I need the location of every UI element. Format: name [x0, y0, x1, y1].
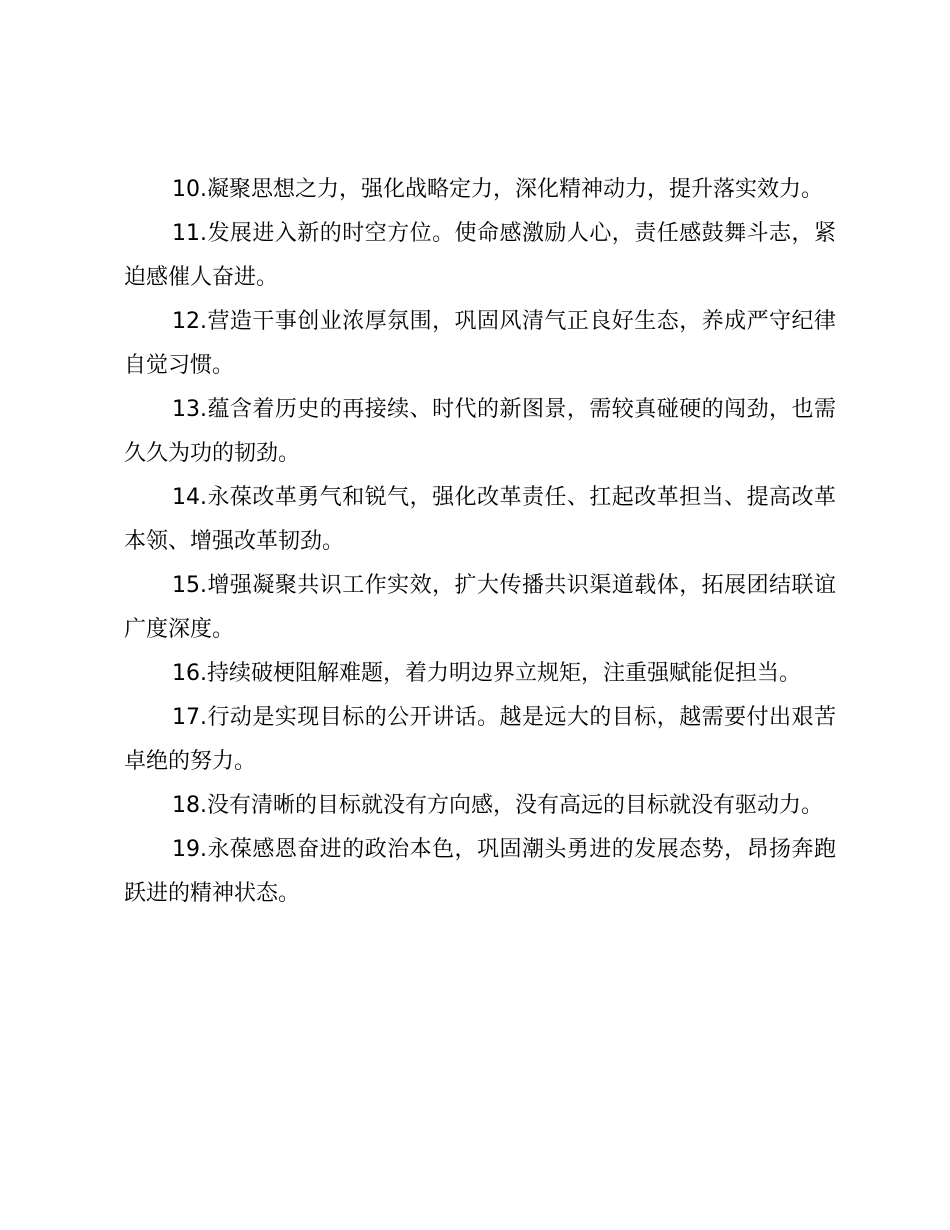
paragraph-13: 13.蕴含着历史的再接续、时代的新图景，需较真碰硬的闯劲，也需久久为功的韧劲。: [124, 397, 836, 466]
paragraph-19: 19.永葆感恩奋进的政治本色，巩固潮头勇进的发展态势，昂扬奔跑跃进的精神状态。: [124, 837, 836, 906]
paragraph-12: 12.营造干事创业浓厚氛围，巩固风清气正良好生态，养成严守纪律自觉习惯。: [124, 309, 836, 378]
paragraph-14: 14.永葆改革勇气和锐气，强化改革责任、扛起改革担当、提高改革本领、增强改革韧劲。: [124, 485, 836, 554]
paragraph-18: 18.没有清晰的目标就没有方向感，没有高远的目标就没有驱动力。: [172, 793, 823, 818]
paragraph-10: 10.凝聚思想之力，强化战略定力，深化精神动力，提升落实效力。: [172, 177, 823, 202]
document-body: [124, 168, 836, 916]
paragraph-15: 15.增强凝聚共识工作实效，扩大传播共识渠道载体，拓展团结联谊广度深度。: [124, 573, 836, 642]
paragraph-11: 11.发展进入新的时空方位。使命感激励人心，责任感鼓舞斗志，紧迫感催人奋进。: [124, 221, 836, 290]
paragraph-17: 17.行动是实现目标的公开讲话。越是远大的目标，越需要付出艰苦卓绝的努力。: [124, 705, 836, 774]
paragraph-16: 16.持续破梗阻解难题，着力明边界立规矩，注重强赋能促担当。: [172, 661, 801, 686]
